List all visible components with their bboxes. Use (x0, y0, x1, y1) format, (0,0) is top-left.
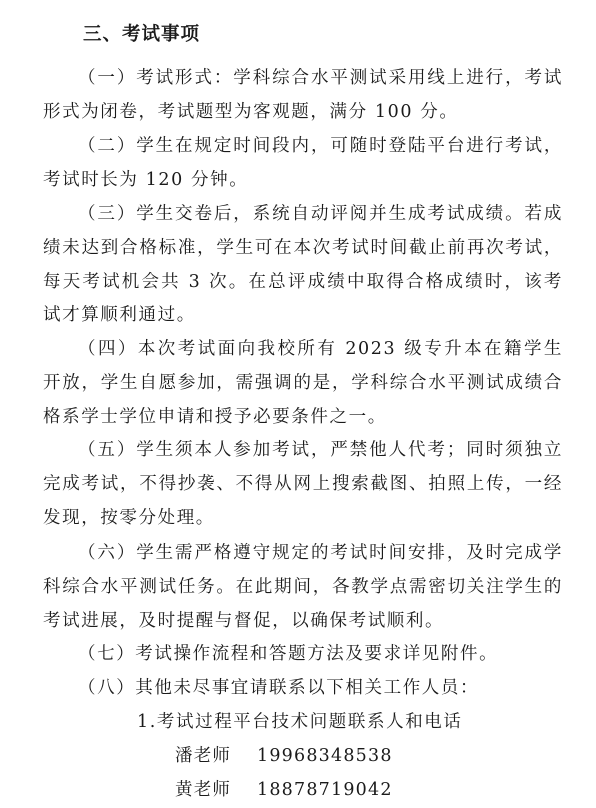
exam-item-8: （八）其他未尽事宜请联系以下相关工作人员： (78, 678, 480, 698)
exam-item-1: （一）考试形式：学科综合水平测试采用线上进行，考试形式为闭卷，考试题型为客观题，满分 100 分。 (43, 68, 563, 122)
contact-name: 潘老师 (175, 746, 232, 766)
section-heading: 三、考试事项 (83, 24, 201, 45)
contact-phone: 19968348538 (257, 746, 393, 766)
contact-list-title: 1.考试过程平台技术问题联系人和电话 (137, 712, 463, 732)
exam-item-3: （三）学生交卷后，系统自动评阅并生成考试成绩。若成绩未达到合格标准，学生可在本次考试时间截止前再次考试，每天考试机会共 3 次。在总评成绩中取得合格成绩时，该考试才算顺利通过。 (43, 204, 563, 326)
exam-item-2: （二）学生在规定时间段内，可随时登陆平台进行考试，考试时长为 120 分钟。 (43, 136, 563, 190)
contact-entry (175, 774, 393, 808)
exam-item-4: （四）本次考试面向我校所有 2023 级专升本在籍学生开放，学生自愿参加，需强调的是，学科综合水平测试成绩合格系学士学位申请和授予必要条件之一。 (43, 339, 563, 427)
contact-phone: 18878719042 (257, 780, 393, 800)
exam-item-7: （七）考试操作流程和答题方法及要求详见附件。 (78, 644, 499, 664)
contact-name: 黄老师 (175, 780, 232, 800)
exam-item-5: （五）学生须本人参加考试，严禁他人代考；同时须独立完成考试，不得抄袭、不得从网上搜索截图、拍照上传，一经发现，按零分处理。 (43, 440, 563, 528)
exam-item-6: （六）学生需严格遵守规定的考试时间安排，及时完成学科综合水平测试任务。在此期间，各教学点需密切关注学生的考试进展，及时提醒与督促，以确保考试顺利。 (43, 543, 563, 631)
contact-entry (175, 740, 393, 774)
